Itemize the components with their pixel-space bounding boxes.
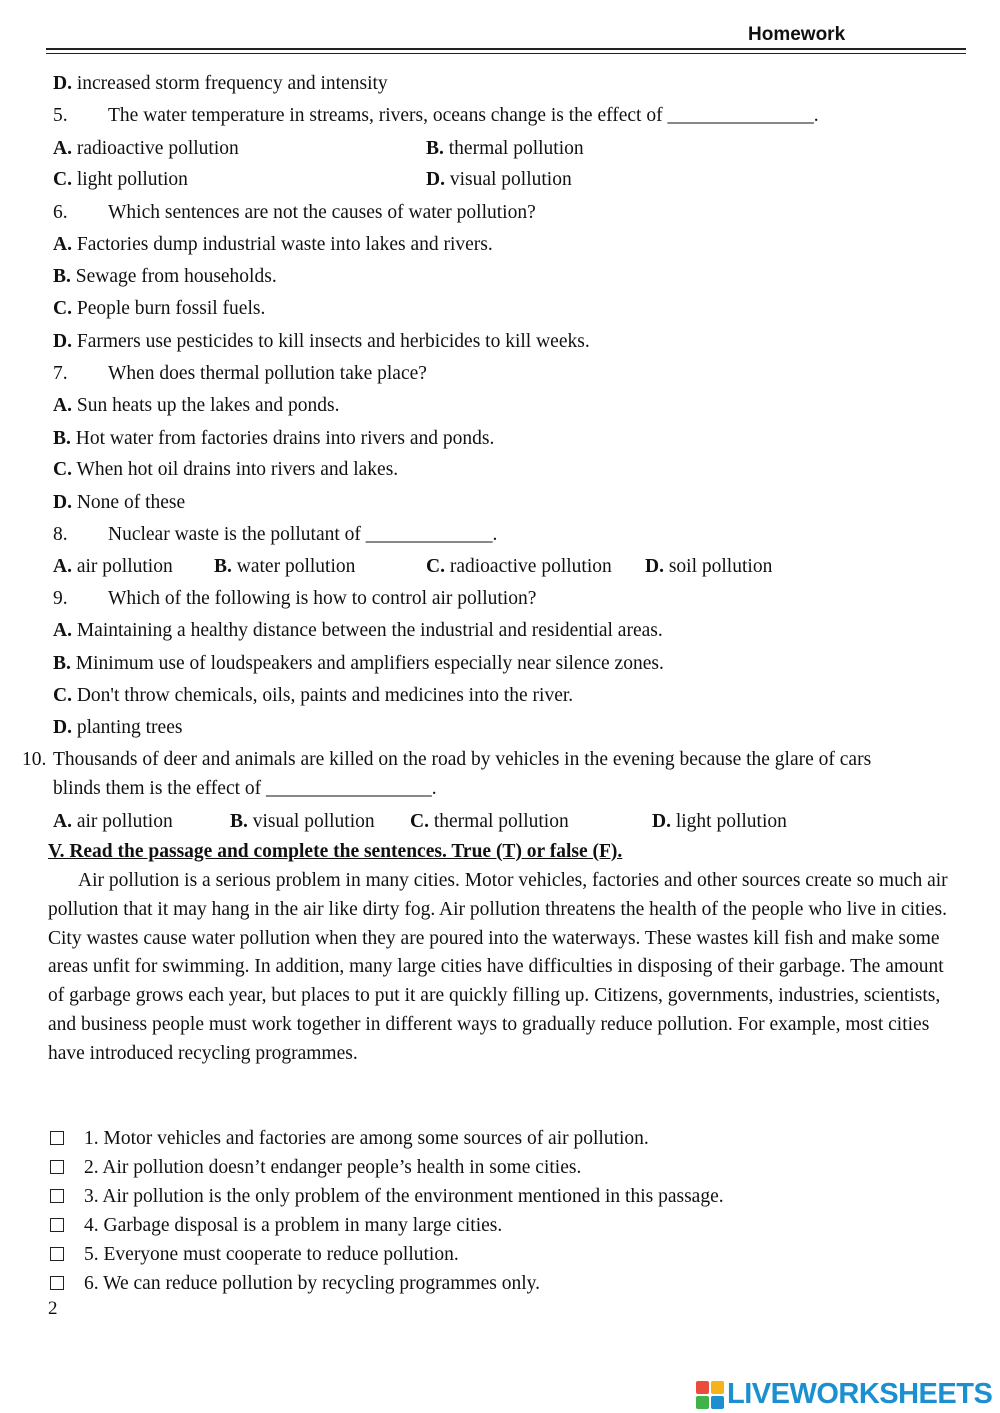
tf-statement-5: 5. Everyone must cooperate to reduce pollution. xyxy=(50,1243,459,1267)
q6-stem: 6. Which sentences are not the causes of water pollution? xyxy=(53,202,536,223)
q7-option-c: C. When hot oil drains into rivers and lakes. xyxy=(53,459,399,480)
q10-stem-line2: blinds them is the effect of _________________. xyxy=(53,778,437,799)
tf-statement-4: 4. Garbage disposal is a problem in many large cities. xyxy=(50,1214,502,1238)
q10-option-a: A. air pollution xyxy=(53,811,173,832)
q10-option-b: B. visual pollution xyxy=(230,811,375,832)
header-rule-bottom xyxy=(46,53,966,54)
tf-checkbox-3[interactable] xyxy=(50,1189,64,1203)
q9-option-a: A. Maintaining a healthy distance between the industrial and residential areas. xyxy=(53,620,663,641)
q7-option-d: D. None of these xyxy=(53,492,186,513)
q8-stem: 8. Nuclear waste is the pollutant of _____________. xyxy=(53,524,498,545)
tf-checkbox-6[interactable] xyxy=(50,1276,64,1290)
q9-option-d: D. planting trees xyxy=(53,717,183,738)
q9-option-b: B. Minimum use of loudspeakers and amplifiers especially near silence zones. xyxy=(53,653,664,674)
q4-option-d: D. increased storm frequency and intensity xyxy=(53,73,388,94)
q5-option-a: A. radioactive pollution xyxy=(53,138,239,159)
q5-option-c: C. light pollution xyxy=(53,169,188,190)
tf-checkbox-2[interactable] xyxy=(50,1160,64,1174)
tf-statement-1: 1. Motor vehicles and factories are among some sources of air pollution. xyxy=(50,1127,649,1151)
q6-option-b: B. Sewage from households. xyxy=(53,266,277,287)
q7-option-a: A. Sun heats up the lakes and ponds. xyxy=(53,395,340,416)
q10-option-d: D. light pollution xyxy=(652,811,787,832)
header-rule-top xyxy=(46,48,966,50)
q8-option-b: B. water pollution xyxy=(214,556,356,577)
liveworksheets-logo xyxy=(696,1378,992,1411)
q5-option-b: B. thermal pollution xyxy=(426,138,584,159)
q10-option-c: C. thermal pollution xyxy=(410,811,569,832)
q7-option-b: B. Hot water from factories drains into rivers and ponds. xyxy=(53,428,495,449)
q8-option-c: C. radioactive pollution xyxy=(426,556,612,577)
q5-stem: 5. The water temperature in streams, rivers, oceans change is the effect of _______________. xyxy=(53,105,819,126)
tf-checkbox-4[interactable] xyxy=(50,1218,64,1232)
tf-checkbox-5[interactable] xyxy=(50,1247,64,1261)
q5-option-d: D. visual pollution xyxy=(426,169,572,190)
page-number: 2 xyxy=(48,1298,58,1319)
tf-statement-2: 2. Air pollution doesn’t endanger people’s health in some cities. xyxy=(50,1156,581,1180)
tf-checkbox-1[interactable] xyxy=(50,1131,64,1145)
reading-passage: Air pollution is a serious problem in many cities. Motor vehicles, factories and other sources create so much air pollution that it may hang in the air like dirty fog. Air pollution threatens the health of the people who live in cities. City wastes cause water pollution when they are poured into the waterways. These wastes kill fish and make some areas unfit for swimming. In addition, many large cities have difficulties in disposing of their garbage. The amount of garbage grows each year, but places to put it are quickly filling up. Citizens, governments, industries, scientists, and business people must work together in different ways to gradually reduce pollution. For example, most cities have introduced recycling programmes. xyxy=(48,870,948,1064)
q9-stem: 9. Which of the following is how to control air pollution? xyxy=(53,588,537,609)
q10-stem-line1: 10. Thousands of deer and animals are killed on the road by vehicles in the evening because the glare of cars xyxy=(22,749,872,770)
q6-option-a: A. Factories dump industrial waste into lakes and rivers. xyxy=(53,234,493,255)
tf-statement-3: 3. Air pollution is the only problem of the environment mentioned in this passage. xyxy=(50,1185,724,1209)
section5-heading: V. Read the passage and complete the sentences. True (T) or false (F). xyxy=(48,841,623,862)
liveworksheets-logo-icon xyxy=(696,1381,724,1409)
q8-option-d: D. soil pollution xyxy=(645,556,773,577)
tf-statement-6: 6. We can reduce pollution by recycling programmes only. xyxy=(50,1272,540,1296)
q9-option-c: C. Don't throw chemicals, oils, paints and medicines into the river. xyxy=(53,685,574,706)
q6-option-c: C. People burn fossil fuels. xyxy=(53,298,266,319)
q7-stem: 7. When does thermal pollution take place? xyxy=(53,363,427,384)
header-title: Homework xyxy=(748,24,846,45)
q6-option-d: D. Farmers use pesticides to kill insects and herbicides to kill weeks. xyxy=(53,331,590,352)
q8-option-a: A. air pollution xyxy=(53,556,173,577)
liveworksheets-brand: LIVEWORKSHEETS xyxy=(727,1378,993,1410)
